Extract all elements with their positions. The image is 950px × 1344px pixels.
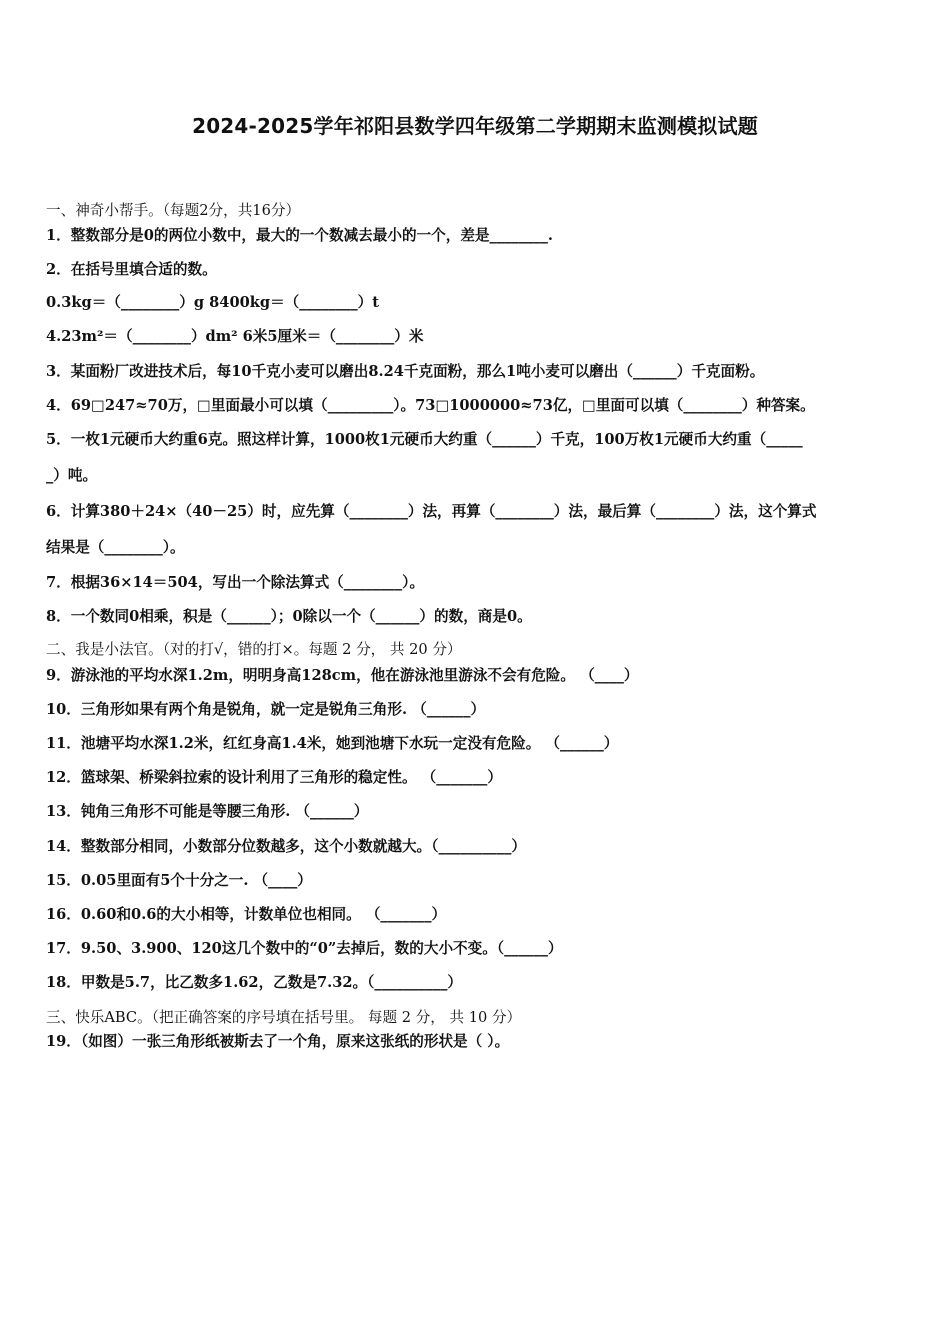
question-6: 6．计算380＋24×（40－25）时，应先算（________）法，再算（________）法，最后算（________）法，这个算式 xyxy=(46,503,817,520)
page-title: 2024-2025学年祁阳县数学四年级第二学期期末监测模拟试题 xyxy=(192,114,758,138)
question-4: 4．69□247≈70万，□里面最小可以填（_________）。73□1000000≈73亿，□里面可以填（________）种答案。 xyxy=(46,397,815,414)
question-3: 3．某面粉厂改进技术后，每10千克小麦可以磨出8.24千克面粉，那么1吨小麦可以磨出（______）千克面粉。 xyxy=(46,363,765,380)
question-10: 10．三角形如果有两个角是锐角，就一定是锐角三角形. （______） xyxy=(46,701,486,718)
question-6-continued: 结果是（________）。 xyxy=(46,539,185,556)
question-2: 2．在括号里填合适的数。 xyxy=(46,261,217,278)
question-5-continued: _）吨。 xyxy=(46,467,98,484)
section-heading-3: 三、快乐ABC。（把正确答案的序号填在括号里。 每题 2 分， 共 10 分） xyxy=(46,1009,522,1026)
question-5: 5．一枚1元硬币大约重6克。照这样计算，1000枚1元硬币大约重（______）千克，100万枚1元硬币大约重（_____ xyxy=(46,431,803,448)
question-7: 7．根据36×14＝504，写出一个除法算式（________）。 xyxy=(46,574,425,591)
question-9: 9．游泳池的平均水深1.2m，明明身高128cm，他在游泳池里游泳不会有危险。 （____） xyxy=(46,667,639,684)
question-14: 14．整数部分相同，小数部分位数越多，这个小数就越大。（__________） xyxy=(46,838,527,855)
section-heading-2: 二、我是小法官。（对的打√，错的打×。每题 2 分， 共 20 分） xyxy=(46,641,462,658)
question-11: 11．池塘平均水深1.2米，红红身高1.4米，她到池塘下水玩一定没有危险。 （______） xyxy=(46,735,619,752)
question-2-row-2: 4.23m²＝（________）dm² 6米5厘米＝（________）米 xyxy=(46,328,424,345)
question-13: 13．钝角三角形不可能是等腰三角形. （______） xyxy=(46,803,369,820)
question-12: 12．篮球架、桥梁斜拉索的设计利用了三角形的稳定性。 （_______） xyxy=(46,769,502,786)
question-19: 19．（如图）一张三角形纸被斯去了一个角，原来这张纸的形状是（ ）。 xyxy=(46,1033,510,1050)
question-8: 8．一个数同0相乘，积是（______）；0除以一个（______）的数，商是0。 xyxy=(46,608,532,625)
question-18: 18．甲数是5.7，比乙数多1.62，乙数是7.32。（__________） xyxy=(46,974,462,991)
question-1: 1．整数部分是0的两位小数中，最大的一个数减去最小的一个，差是________. xyxy=(46,227,553,244)
question-2-row-1: 0.3kg＝（________）g 8400kg＝（________）t xyxy=(46,294,379,311)
section-heading-1: 一、神奇小帮手。（每题2分，共16分） xyxy=(46,202,301,219)
question-16: 16．0.60和0.6的大小相等，计数单位也相同。 （_______） xyxy=(46,906,447,923)
question-17: 17．9.50、3.900、120这几个数中的“0”去掉后，数的大小不变。（______） xyxy=(46,940,563,957)
question-15: 15．0.05里面有5个十分之一. （____） xyxy=(46,872,312,889)
